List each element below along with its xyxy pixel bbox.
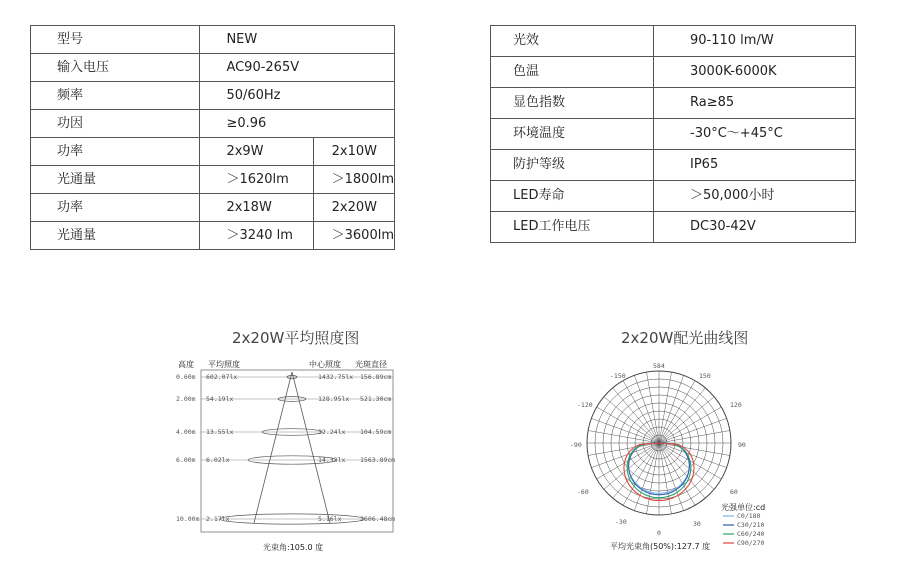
spec-value: -30°C～+45°C bbox=[654, 119, 856, 150]
table-row bbox=[491, 57, 856, 88]
row-center: 14.33lx bbox=[318, 456, 346, 464]
spec-label: 光效 bbox=[491, 26, 654, 57]
spec-value: ＞1620lm bbox=[200, 166, 313, 194]
spec-value: 2x20W bbox=[313, 194, 394, 222]
spec-value: 50/60Hz bbox=[200, 82, 395, 110]
legend bbox=[723, 512, 764, 547]
row-avg: 13.55lx bbox=[206, 428, 234, 436]
spec-label: 型号 bbox=[31, 26, 200, 54]
spec-value: ＞3240 lm bbox=[200, 222, 313, 250]
spec-value: ＞50,000小时 bbox=[654, 181, 856, 212]
spec-value: 2x9W bbox=[200, 138, 313, 166]
table-row bbox=[31, 110, 395, 138]
row-diameter: 521.30cm bbox=[360, 395, 392, 403]
avg-beam-label: 平均光束角(50%):127.7 度 bbox=[610, 542, 711, 551]
row-diameter: 1563.89cm bbox=[360, 456, 396, 464]
spec-value: 90-110 lm/W bbox=[654, 26, 856, 57]
polar-angle-label: -120 bbox=[577, 401, 593, 409]
table-row bbox=[491, 150, 856, 181]
header-diameter: 光斑直径 bbox=[355, 360, 387, 369]
row-center: 1432.75lx bbox=[318, 373, 354, 381]
header-avg: 平均照度 bbox=[208, 360, 240, 369]
table-row bbox=[31, 82, 395, 110]
illuminance-diagram bbox=[170, 355, 405, 560]
beam-angle-label: 光束角:105.0 度 bbox=[263, 543, 324, 552]
row-height: 10.00m bbox=[176, 515, 200, 523]
row-diameter: 2606.48cm bbox=[360, 515, 396, 523]
header-height: 高度 bbox=[178, 360, 194, 369]
polar-diagram bbox=[560, 355, 780, 560]
spec-value: 2x18W bbox=[200, 194, 313, 222]
legend-entry: C60/240 bbox=[737, 530, 765, 538]
spec-label: 色温 bbox=[491, 57, 654, 88]
row-avg: 6.02lx bbox=[206, 456, 230, 464]
row-height: 2.00m bbox=[176, 395, 196, 403]
spec-label: 光通量 bbox=[31, 222, 200, 250]
header-center: 中心照度 bbox=[309, 360, 341, 369]
polar-angle-label: -60 bbox=[577, 488, 589, 496]
row-center: 5.16lx bbox=[318, 515, 342, 523]
spec-label: LED寿命 bbox=[491, 181, 654, 212]
polar-angle-label: -150 bbox=[610, 372, 626, 380]
table-row bbox=[491, 212, 856, 243]
table-row bbox=[491, 26, 856, 57]
table-row bbox=[491, 119, 856, 150]
spec-label: 光通量 bbox=[31, 166, 200, 194]
row-height: 0.60m bbox=[176, 373, 196, 381]
spec-value: Ra≥85 bbox=[654, 88, 856, 119]
polar-angle-label: -90 bbox=[570, 441, 582, 449]
polar-angle-label: 90 bbox=[738, 441, 746, 449]
spec-table-left bbox=[30, 25, 395, 250]
table-row bbox=[31, 222, 395, 250]
spec-label: 输入电压 bbox=[31, 54, 200, 82]
spec-value: ＞1800lm bbox=[313, 166, 394, 194]
table-row bbox=[491, 181, 856, 212]
polar-angle-label: 60 bbox=[730, 488, 738, 496]
spec-label: 环境温度 bbox=[491, 119, 654, 150]
table-row bbox=[31, 26, 395, 54]
row-height: 4.00m bbox=[176, 428, 196, 436]
spec-label: 功率 bbox=[31, 138, 200, 166]
row-center: 128.95lx bbox=[318, 395, 350, 403]
spec-label: 防护等级 bbox=[491, 150, 654, 181]
spec-label: 显色指数 bbox=[491, 88, 654, 119]
polar-angle-label: 150 bbox=[699, 372, 711, 380]
row-diameter: 104.59cm bbox=[360, 428, 392, 436]
unit-label: 光强单位:cd bbox=[721, 503, 766, 512]
spec-value: IP65 bbox=[654, 150, 856, 181]
row-diameter: 156.89cm bbox=[360, 373, 392, 381]
spec-label: 功率 bbox=[31, 194, 200, 222]
table-row bbox=[31, 194, 395, 222]
row-avg: 602.07lx bbox=[206, 373, 238, 381]
legend-entry: C30/210 bbox=[737, 521, 765, 529]
polar-angle-label: -30 bbox=[615, 518, 627, 526]
row-center: 32.24lx bbox=[318, 428, 346, 436]
row-height: 6.00m bbox=[176, 456, 196, 464]
row-avg: 2.17lx bbox=[206, 515, 230, 523]
legend-entry: C0/180 bbox=[737, 512, 761, 520]
spec-label: LED工作电压 bbox=[491, 212, 654, 243]
spec-table-right bbox=[490, 25, 856, 243]
spec-value: 3000K-6000K bbox=[654, 57, 856, 88]
table-row bbox=[31, 166, 395, 194]
spec-value: DC30-42V bbox=[654, 212, 856, 243]
polar-angle-label: 120 bbox=[730, 401, 742, 409]
table-row bbox=[491, 88, 856, 119]
illuminance-title: 2x20W平均照度图 bbox=[232, 329, 360, 347]
row-avg: 54.19lx bbox=[206, 395, 234, 403]
spec-value: AC90-265V bbox=[200, 54, 395, 82]
spec-value: NEW bbox=[200, 26, 395, 54]
spec-value: ＞3600lm bbox=[313, 222, 394, 250]
table-row bbox=[31, 138, 395, 166]
legend-entry: C90/270 bbox=[737, 539, 765, 547]
polar-max-label: 584 bbox=[653, 362, 665, 370]
polar-angle-label: 0 bbox=[657, 529, 661, 537]
spec-value: ≥0.96 bbox=[200, 110, 395, 138]
polar-angle-label: 30 bbox=[693, 520, 701, 528]
polar-title: 2x20W配光曲线图 bbox=[621, 329, 749, 347]
spec-label: 功因 bbox=[31, 110, 200, 138]
table-row bbox=[31, 54, 395, 82]
spec-value: 2x10W bbox=[313, 138, 394, 166]
spec-label: 频率 bbox=[31, 82, 200, 110]
